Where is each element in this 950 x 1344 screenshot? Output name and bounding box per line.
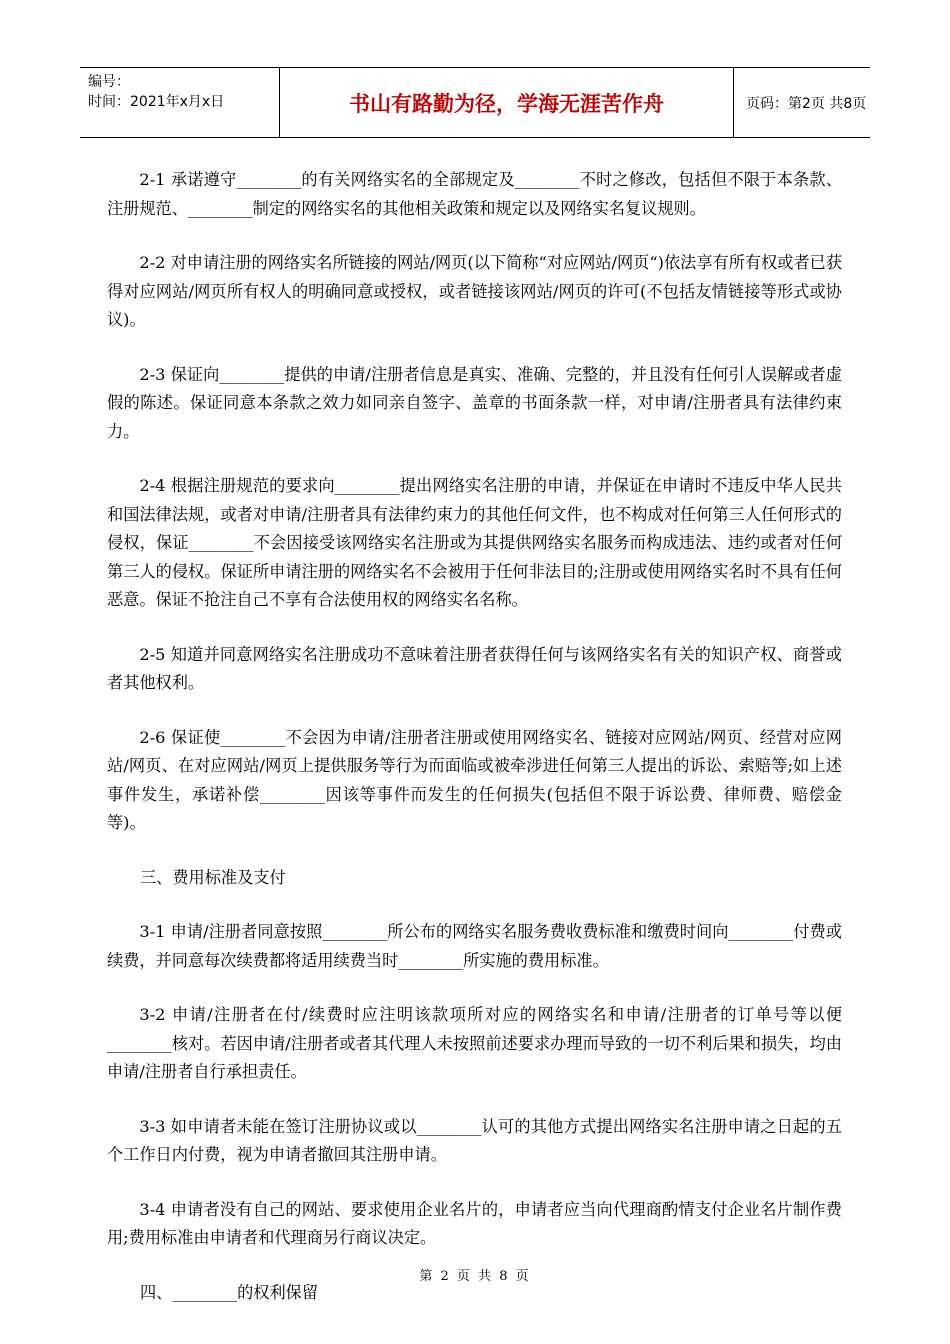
clause-2-2: 2-2 对申请注册的网络实名所链接的网站/网页(以下简称“对应网站/网页“)依法享有所有权或者已获得对应网站/网页所有权人的明确同意或授权，或者链接该网站/网页的许可(不包括友情链接等形式或协议)。 — [107, 253, 843, 329]
clause-2-4: 2-4 根据注册规范的要求向________提出网络实名注册的申请，并保证在申请时不违反中华人民共和国法律法规，或者对申请/注册者具有法律约束力的其他任何文件，也不构成对任何第三人任何形式的侵权，保证________不会因接受该网络实名注册或为其提供网络实名服务而构成违法、违约或者对任何第三人的侵权。保证所申请注册的网络实名不会被用于任何非法目的;注册或使用网络实名时不具有任何恶意。保证不抢注自己不享有合法使用权的网络实名名称。 — [107, 476, 842, 609]
header-page-label: 页码：第2页 共8页 — [746, 95, 867, 112]
document-header — [80, 67, 870, 138]
clause-2-5: 2-5 知道并同意网络实名注册成功不意味着注册者获得任何与该网络实名有关的知识产权、商誉或者其他权利。 — [107, 644, 842, 692]
section-heading-4: 四、________的权利保留 — [140, 1282, 319, 1302]
document-body — [107, 166, 843, 1307]
clause-3-3: 3-3 如申请者未能在签订注册协议或以________认可的其他方式提出网络实名注册申请之日起的五个工作日内付费，视为申请者撤回其注册申请。 — [107, 1116, 842, 1164]
clause-3-1: 3-1 申请/注册者同意按照________所公布的网络实名服务费收费标准和缴费时间向________付费或续费，并同意每次续费都将适用续费当时________所实施的费用标准。 — [107, 922, 842, 970]
clause-2-3: 2-3 保证向________提供的申请/注册者信息是真实、准确、完整的，并且没有任何引人误解或者虚假的陈述。保证同意本条款之效力如同亲自签字、盖章的书面条款一样，对申请/注册者具有法律约束力。 — [107, 364, 842, 441]
document-number-label: 编号： — [88, 74, 130, 90]
clause-3-4: 3-4 申请者没有自己的网站、要求使用企业名片的，申请者应当向代理商酌情支付企业名片制作费用;费用标准由申请者和代理商另行商议决定。 — [107, 1199, 842, 1247]
page-footer: 第 2 页 共 8 页 — [419, 1269, 531, 1284]
clause-2-6: 2-6 保证使________不会因为申请/注册者注册或使用网络实名、链接对应网站/网页、经营对应网站/网页、在对应网站/网页上提供服务等行为而面临或被牵涉进任何第三人提出的诉讼、索赔等;如上述事件发生，承诺补偿________因该等事件而发生的任何损失(包括但不限于诉讼费、律师费、赔偿金等)。 — [107, 727, 842, 832]
section-heading-3: 三、费用标准及支付 — [140, 867, 286, 887]
header-motto: 书山有路勤为径，学海无涯苦作舟 — [280, 68, 734, 137]
document-time-label: 时间：2021年x月x日 — [88, 94, 225, 110]
header-meta — [80, 68, 280, 137]
clause-3-2: 3-2 申请/注册者在付/续费时应注明该款项所对应的网络实名和申请/注册者的订单号等以便________核对。若因申请/注册者或者其代理人未按照前述要求办理而导致的一切不利后果和损失，均由申请/注册者自行承担责任。 — [107, 1005, 842, 1081]
clause-2-1: 2-1 承诺遵守________的有关网络实名的全部规定及________不时之修改，包括但不限于本条款、注册规范、________制定的网络实名的其他相关政策和规定以及网络实名复议规则。 — [107, 170, 842, 218]
